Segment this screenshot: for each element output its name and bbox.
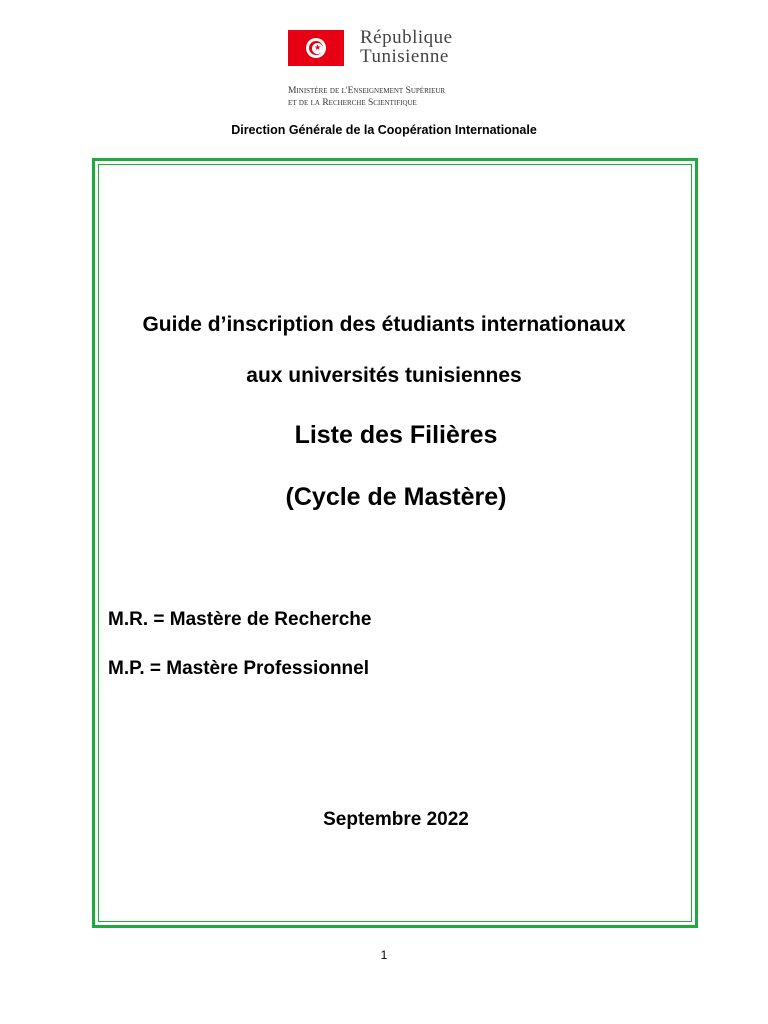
tunisia-flag-icon: ★ — [288, 30, 344, 66]
list-title: Liste des Filières — [294, 421, 498, 449]
abbreviation-mr: M.R. = Mastère de Recherche — [108, 609, 372, 630]
republic-title-line2: Tunisienne — [360, 46, 449, 67]
republic-logo — [288, 28, 488, 68]
page-number: 1 — [380, 948, 388, 962]
republic-title-line1: République — [360, 27, 453, 48]
ministry-line1: Ministère de l'Enseignement Supérieur — [288, 86, 446, 96]
abbreviation-mp: M.P. = Mastère Professionnel — [108, 658, 369, 679]
ministry-line2: et de la Recherche Scientifique — [288, 98, 417, 108]
guide-title-line2: aux universités tunisiennes — [246, 364, 522, 387]
cycle-subtitle: (Cycle de Mastère) — [285, 483, 507, 511]
publication-date: Septembre 2022 — [323, 809, 469, 830]
guide-title-line1: Guide d’inscription des étudiants internationaux — [142, 313, 626, 336]
ministry-name — [288, 85, 445, 109]
direction-title: Direction Générale de la Coopération Internationale — [231, 123, 537, 137]
